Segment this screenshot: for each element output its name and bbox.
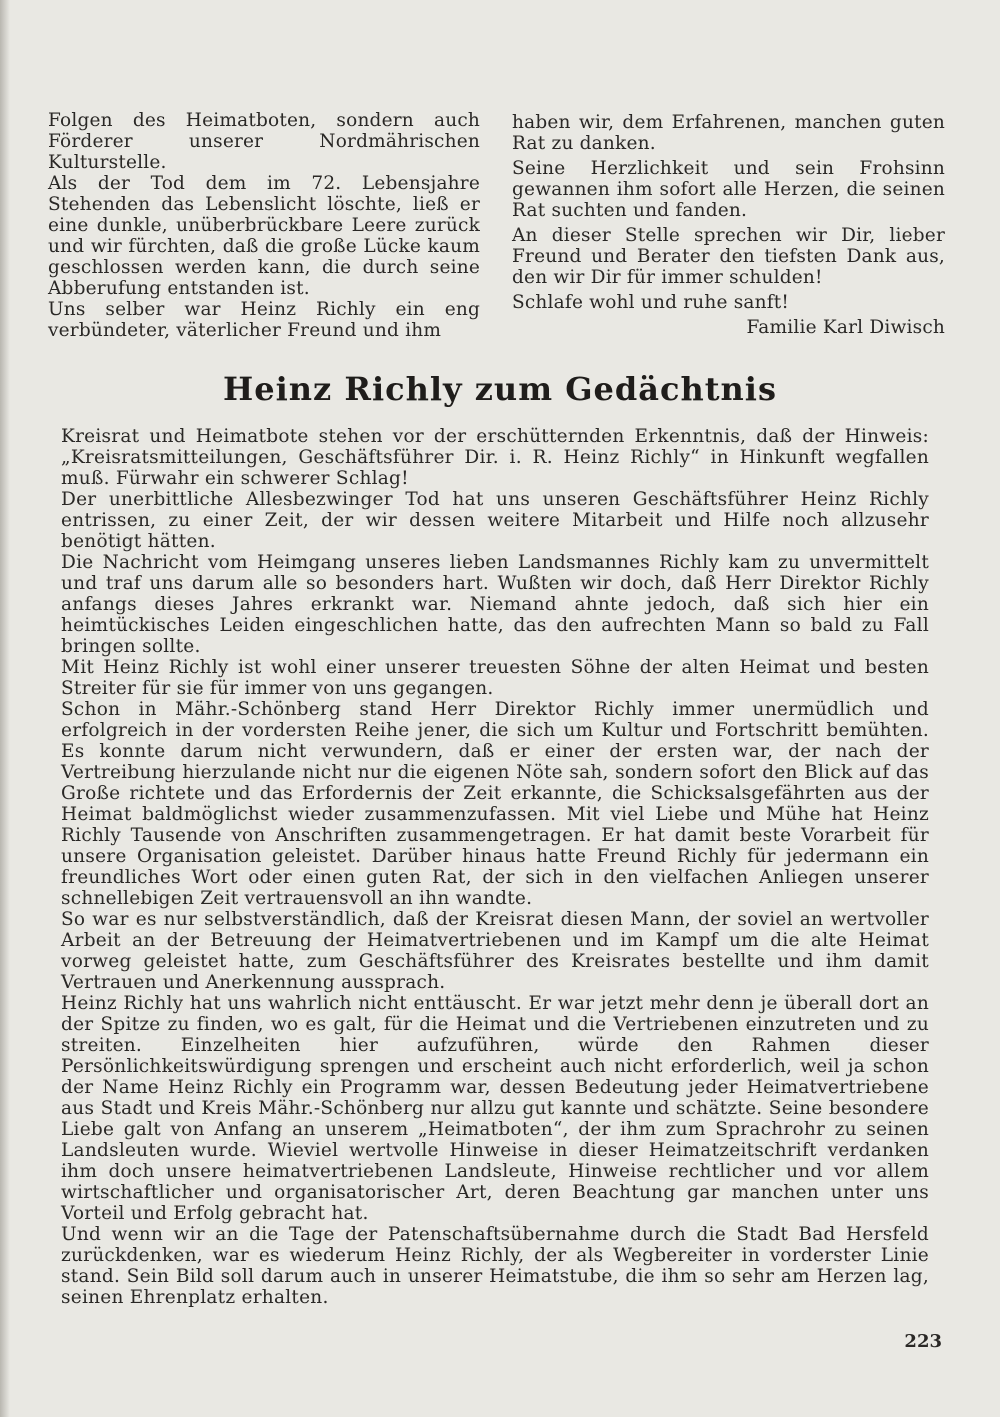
page-binding-edge bbox=[0, 0, 10, 1417]
page-number: 223 bbox=[904, 1331, 942, 1352]
right-column-paragraph: Schlafe wohl und ruhe sanft! bbox=[512, 292, 790, 313]
article-paragraph: Kreisrat und Heimatbote stehen vor der erschütternden Erkenntnis, daß der Hinweis: „Kreisratsmitteilungen, Geschäftsführer Dir. i. R. Heinz Richly“ in Hinkunft wegfallen muß. Fürwahr ein schwerer Schlag! bbox=[61, 426, 929, 489]
left-column bbox=[48, 110, 480, 341]
article-paragraph: Und wenn wir an die Tage der Patenschaftsübernahme durch die Stadt Bad Hersfeld zurückdenken, war es wiederum Heinz Richly, der als Wegbereiter in vorderster Linie stand. Sein Bild soll darum auch in unserer Heimatstube, die ihm so sehr am Herzen lag, seinen Ehrenplatz erhalten. bbox=[61, 1224, 929, 1308]
right-column-paragraph: haben wir, dem Erfahrenen, manchen guten Rat zu danken. bbox=[512, 112, 945, 154]
right-column-paragraph: Seine Herzlichkeit und sein Frohsinn gewannen ihm sofort alle Herzen, die seinen Rat suchten und fanden. bbox=[512, 158, 945, 221]
signature: Familie Karl Diwisch bbox=[746, 317, 945, 338]
left-column-paragraph: Folgen des Heimatboten, sondern auch Förderer unserer Nordmährischen Kulturstelle. bbox=[48, 110, 480, 173]
article-paragraph: Heinz Richly hat uns wahrlich nicht enttäuscht. Er war jetzt mehr denn je überall dort an der Spitze zu finden, wo es galt, für die Heimat und die Vertriebenen einzutreten und zu streiten. Einzelheiten hier aufzuführen, würde den Rahmen dieser Persönlichkeitswürdigung sprengen und erscheint auch nicht erforderlich, weil ja schon der Name Heinz Richly ein Programm war, dessen Bedeutung jeder Heimatvertriebene aus Stadt und Kreis Mähr.-Schönberg nur allzu gut kannte und schätzte. Seine besondere Liebe galt von Anfang an unserem „Heimatboten“, der ihm zum Sprachrohr zu seinen Landsleuten wurde. Wieviel wertvolle Hinweise in dieser Heimatzeitschrift verdanken ihm doch unsere heimatvertriebenen Landsleute, Hinweise rechtlicher und vor allem wirtschaftlicher und organisatorischer Art, deren Beachtung gar manchen unter uns Vorteil und Erfolg gebracht hat. bbox=[61, 993, 929, 1224]
article-title: Heinz Richly zum Gedächtnis bbox=[223, 370, 777, 408]
article-body bbox=[61, 426, 929, 1308]
left-column-paragraph: Uns selber war Heinz Richly ein eng verbündeter, väterlicher Freund und ihm bbox=[48, 299, 480, 341]
article-paragraph: Die Nachricht vom Heimgang unseres lieben Landsmannes Richly kam zu unvermittelt und traf uns darum alle so besonders hart. Wußten wir doch, daß Herr Direktor Richly anfangs dieses Jahres erkrankt war. Niemand ahnte jedoch, daß sich hier ein heimtückisches Leiden eingeschlichen hatte, das den aufrechten Mann so bald zu Fall bringen sollte. bbox=[61, 552, 929, 657]
article-paragraph: Mit Heinz Richly ist wohl einer unserer treuesten Söhne der alten Heimat und besten Streiter für sie für immer von uns gegangen. bbox=[61, 657, 929, 699]
left-column-paragraph: Als der Tod dem im 72. Lebensjahre Stehenden das Lebenslicht löschte, ließ er eine dunkle, unüberbrückbare Leere zurück und wir fürchten, daß die große Lücke kaum geschlossen werden kann, die durch seine Abberufung entstanden ist. bbox=[48, 173, 480, 299]
article-paragraph: Der unerbittliche Allesbezwinger Tod hat uns unseren Geschäftsführer Heinz Richly entrissen, zu einer Zeit, der wir dessen weitere Mitarbeit und Hilfe noch allzusehr benötigt hätten. bbox=[61, 489, 929, 552]
article-paragraph: So war es nur selbstverständlich, daß der Kreisrat diesen Mann, der soviel an wertvoller Arbeit an der Betreuung der Heimatvertriebenen und im Kampf um die alte Heimat vorweg geleistet hatte, zum Geschäftsführer des Kreisrates bestellte und ihm damit Vertrauen und Anerkennung aussprach. bbox=[61, 909, 929, 993]
article-paragraph: Schon in Mähr.-Schönberg stand Herr Direktor Richly immer unermüdlich und erfolgreich in der vordersten Reihe jener, die sich um Kultur und Fortschritt bemühten. Es konnte darum nicht verwundern, daß er einer der ersten war, der nach der Vertreibung hierzulande nicht nur die eigenen Nöte sah, sondern sofort den Blick auf das Große richtete und das Erfordernis der Zeit erkannte, die Schicksalsgefährten aus der Heimat baldmöglichst wieder zusammenzufassen. Mit viel Liebe und Mühe hat Heinz Richly Tausende von Anschriften zusammengetragen. Er hat damit beste Vorarbeit für unsere Organisation geleistet. Darüber hinaus hatte Freund Richly für jedermann ein freundliches Wort oder einen guten Rat, der sich in den vielfachen Anliegen unserer schnellebigen Zeit vertrauensvoll an ihn wandte. bbox=[61, 699, 929, 909]
right-column-paragraph: An dieser Stelle sprechen wir Dir, lieber Freund und Berater den tiefsten Dank aus, den wir Dir für immer schulden! bbox=[512, 225, 945, 288]
right-column bbox=[512, 112, 945, 342]
